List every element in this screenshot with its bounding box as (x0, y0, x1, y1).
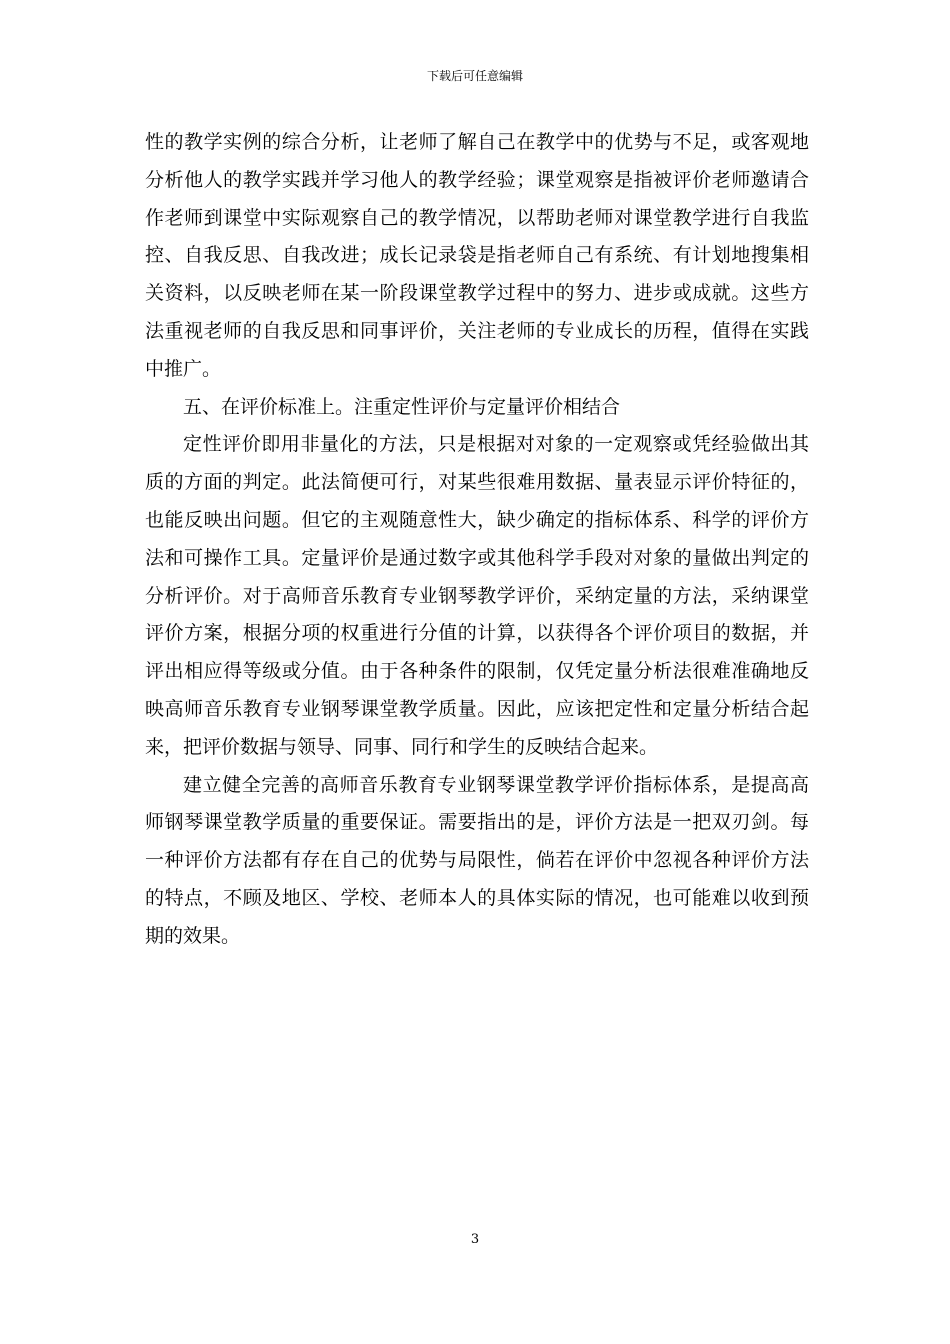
document-body (145, 124, 809, 956)
page-number: 3 (470, 1232, 480, 1247)
paragraph-continuation: 性的教学实例的综合分析，让老师了解自己在教学中的优势与不足，或客观地分析他人的教学实践并学习他人的教学经验；课堂观察是指被评价老师邀请合作老师到课堂中实际观察自己的教学情况，以帮助老师对课堂教学进行自我监控、自我反思、自我改进；成长记录袋是指老师自己有系统、有计划地搜集相关资料，以反映老师在某一阶段课堂教学过程中的努力、进步或成就。这些方法重视老师的自我反思和同事评价，关注老师的专业成长的历程，值得在实践中推广。 (145, 131, 809, 380)
paragraph-qualitative-evaluation: 定性评价即用非量化的方法，只是根据对对象的一定观察或凭经验做出其质的方面的判定。此法简便可行，对某些很难用数据、量表显示评价特征的，也能反映出问题。但它的主观随意性大，缺少确定的指标体系、科学的评价方法和可操作工具。定量评价是通过数字或其他科学手段对对象的量做出判定的分析评价。对于高师音乐教育专业钢琴教学评价，采纳定量的方法，采纳课堂评价方案，根据分项的权重进行分值的计算，以获得各个评价项目的数据，并评出相应得等级或分值。由于各种条件的限制，仅凭定量分析法很难准确地反映高师音乐教育专业钢琴课堂教学质量。因此，应该把定性和定量分析结合起来，把评价数据与领导、同事、同行和学生的反映结合起来。 (145, 433, 809, 758)
page-header: 下载后可任意编辑 (426, 69, 523, 83)
section-heading: 五、在评价标准上。注重定性评价与定量评价相结合 (183, 395, 621, 418)
paragraph-conclusion: 建立健全完善的高师音乐教育专业钢琴课堂教学评价指标体系，是提高高师钢琴课堂教学质量的重要保证。需要指出的是，评价方法是一把双刃剑。每一种评价方法都有存在自己的优势与局限性，倘若在评价中忽视各种评价方法的特点，不顾及地区、学校、老师本人的具体实际的情况，也可能难以收到预期的效果。 (145, 773, 809, 947)
